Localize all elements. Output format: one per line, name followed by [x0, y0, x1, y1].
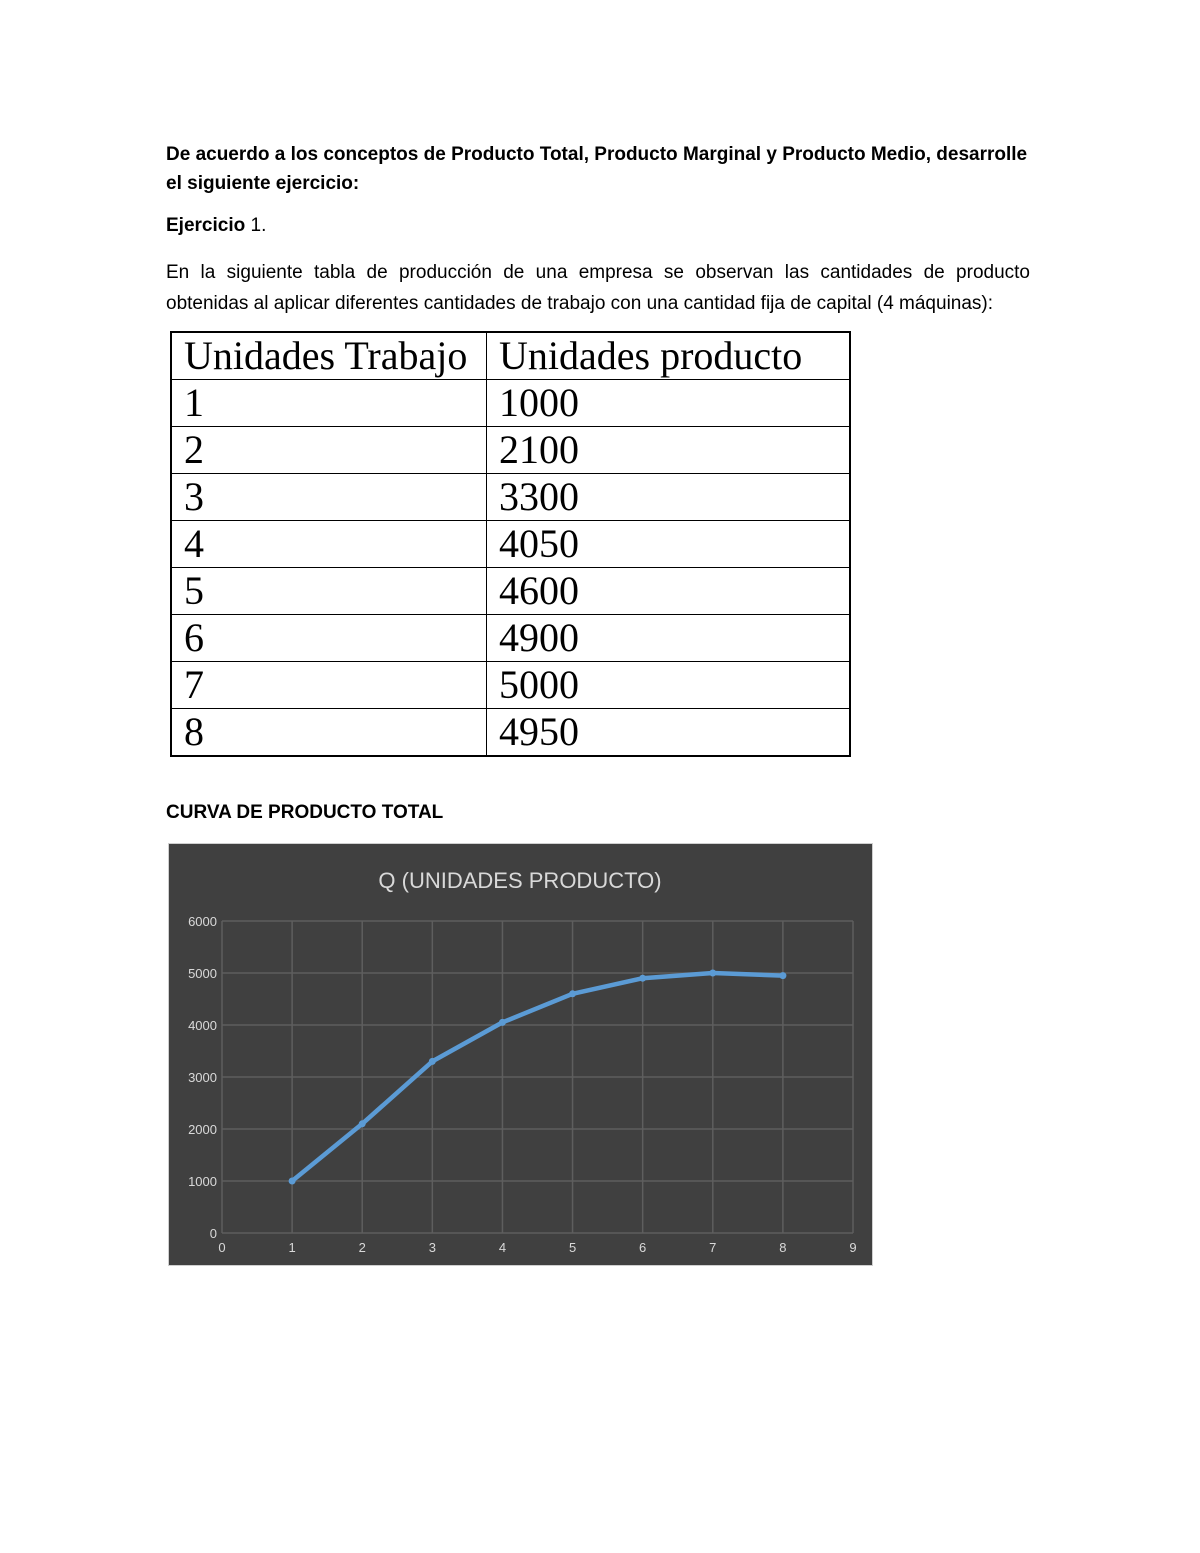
table-row [171, 380, 850, 427]
table-row [171, 568, 850, 615]
labor-units-cell: 2 [171, 427, 487, 474]
data-point [709, 970, 716, 977]
table-row [171, 521, 850, 568]
x-tick-label: 7 [709, 1240, 717, 1255]
product-units-cell: 4600 [487, 568, 851, 615]
data-point [359, 1120, 366, 1127]
product-units-cell: 2100 [487, 427, 851, 474]
table-row [171, 474, 850, 521]
y-tick-label: 6000 [188, 914, 217, 929]
y-tick-label: 0 [209, 1226, 217, 1241]
chart-tick-labels [188, 914, 857, 1255]
curve-title: CURVA DE PRODUCTO TOTAL [166, 802, 444, 823]
production-table [170, 331, 851, 757]
x-tick-label: 2 [358, 1240, 366, 1255]
y-tick-label: 2000 [188, 1122, 217, 1137]
product-units-cell: 3300 [487, 474, 851, 521]
y-tick-label: 5000 [188, 966, 217, 981]
x-tick-label: 4 [498, 1240, 507, 1255]
labor-units-cell: 6 [171, 615, 487, 662]
product-units-cell: 4900 [487, 615, 851, 662]
x-tick-label: 0 [218, 1240, 226, 1255]
product-units-cell: 5000 [487, 662, 851, 709]
chart-grid [222, 921, 853, 1233]
chart-canvas [169, 844, 872, 1265]
exercise-label-row [166, 214, 266, 238]
table-row [171, 709, 850, 757]
product-units-cell: 4950 [487, 709, 851, 757]
x-tick-label: 9 [849, 1240, 857, 1255]
product-units-cell: 1000 [487, 380, 851, 427]
labor-units-cell: 5 [171, 568, 487, 615]
exercise-description [166, 257, 1030, 319]
x-tick-label: 6 [639, 1240, 647, 1255]
exercise-number: 1. [250, 215, 267, 236]
table-header-row [171, 332, 850, 380]
data-point [289, 1178, 296, 1185]
description-line-1: En la siguiente tabla de producción de una empresa se observan las cantidades de producto [166, 262, 1030, 283]
x-tick-label: 1 [288, 1240, 296, 1255]
x-tick-label: 5 [568, 1240, 577, 1255]
x-tick-label: 3 [428, 1240, 436, 1255]
labor-units-cell: 1 [171, 380, 487, 427]
y-tick-label: 1000 [188, 1174, 217, 1189]
table-row [171, 662, 850, 709]
total-product-chart [168, 843, 873, 1266]
header-product-units: Unidades producto [487, 332, 851, 380]
data-point [569, 990, 576, 997]
x-tick-label: 8 [779, 1240, 787, 1255]
labor-units-cell: 4 [171, 521, 487, 568]
data-point [639, 975, 646, 982]
labor-units-cell: 7 [171, 662, 487, 709]
header-labor-units: Unidades Trabajo [171, 332, 487, 380]
y-tick-label: 3000 [188, 1070, 217, 1085]
data-point [499, 1019, 506, 1026]
labor-units-cell: 8 [171, 709, 487, 757]
y-tick-label: 4000 [188, 1018, 217, 1033]
product-units-cell: 4050 [487, 521, 851, 568]
table-row [171, 427, 850, 474]
labor-units-cell: 3 [171, 474, 487, 521]
description-line-2: obtenidas al aplicar diferentes cantidades de trabajo con una cantidad fija de capital (4 máquinas): [166, 293, 994, 314]
exercise-label: Ejercicio [166, 215, 246, 236]
data-point [429, 1058, 436, 1065]
exercise-heading: De acuerdo a los conceptos de Producto Total, Producto Marginal y Producto Medio, desarrolle el siguiente ejercicio: [166, 144, 1028, 194]
table-row [171, 615, 850, 662]
data-point [779, 972, 786, 979]
chart-title: Q (UNIDADES PRODUCTO) [378, 868, 662, 893]
